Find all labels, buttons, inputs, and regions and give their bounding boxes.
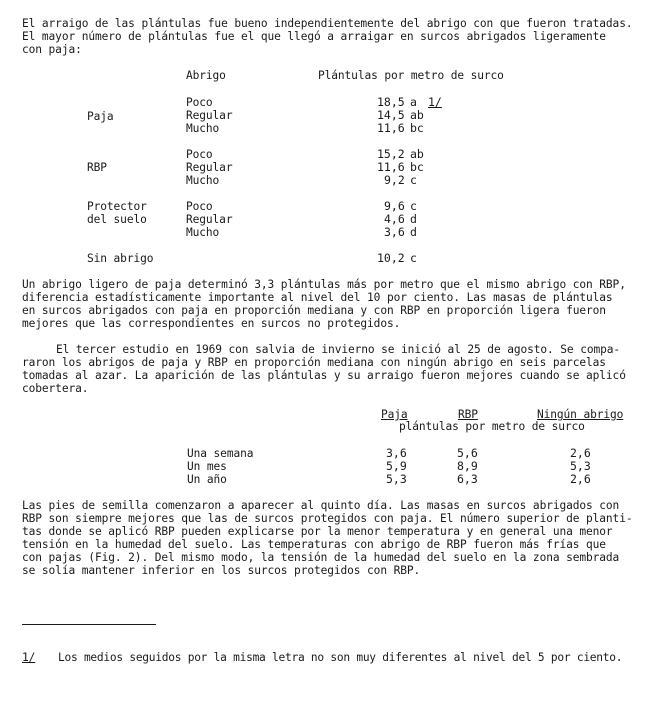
table1-value: 9,6 [384, 199, 405, 213]
table2-cell: 2,6 [570, 446, 591, 460]
footnote-marker: 1/ [22, 651, 36, 664]
table1-level: Poco [186, 96, 213, 109]
table1-letter: d [410, 225, 417, 239]
table1-value: 3,6 [384, 225, 405, 239]
table1-level: Poco [186, 148, 213, 161]
para2-line-3: en surcos abrigados con paja en proporción mediana y con RBP en proporción ligera fueron [22, 304, 606, 317]
table1-letter: bc [410, 121, 424, 135]
table2-cell: 3,6 [386, 446, 407, 460]
table2-cell: 2,6 [570, 472, 591, 486]
table1-group-sin-abrigo: Sin abrigo [87, 252, 154, 265]
intro-line-2: El mayor número de plántulas fue el que llegó a arraigar en surcos abrigados ligeramente [22, 30, 606, 43]
table1-group-protector: Protector [87, 200, 147, 213]
table1-group-paja: Paja [87, 110, 114, 123]
para4-line-5: con pajas (Fig. 2). Del mismo modo, la tensión de la humedad del suelo en la zona sembrada [22, 551, 620, 564]
table1-value: 14,5 [377, 108, 405, 122]
table1-letter: ab [410, 108, 424, 122]
table2-cell: 5,3 [570, 459, 591, 473]
table1-group-rbp: RBP [87, 161, 107, 174]
table2-cell: 5,9 [386, 459, 407, 473]
table1-group-protector-line2: del suelo [87, 213, 147, 226]
table1-letter: bc [410, 160, 424, 174]
table1-letter: c [410, 173, 417, 187]
table2-row-label: Una semana [187, 447, 254, 460]
para2-line-2: diferencia estadísticamente importante al nivel del 10 por ciento. Las masas de plántulas [22, 291, 613, 304]
table1-letter: ab [410, 147, 424, 161]
table1-level: Regular [186, 161, 233, 174]
table1-value: 10,2 [377, 251, 405, 265]
table2-row-label: Un mes [187, 460, 227, 473]
intro-line-1: El arraigo de las plántulas fue bueno independientemente del abrigo con que fueron tratadas. [22, 17, 633, 30]
table1-letter: d [410, 212, 417, 226]
para4-line-1: Las pies de semilla comenzaron a aparecer al quinto día. Las masas en surcos abrigados con [22, 499, 620, 512]
table2-cell: 6,3 [457, 472, 478, 486]
table1-letter: c [410, 199, 417, 213]
table2-subheader: plántulas por metro de surco [399, 420, 585, 433]
table2-header-rbp: RBP [458, 408, 478, 421]
para4-line-3: tas donde se aplicó RBP pueden explicarse por la menor temperatura y en general una menor [22, 525, 613, 538]
table2-header-ningun: Ningún abrigo [537, 408, 624, 421]
table1-letter: c [410, 251, 417, 265]
para2-line-1: Un abrigo ligero de paja determinó 3,3 plántulas más por metro que el mismo abrigo con RBP, [22, 278, 626, 291]
para3-line-3: tomadas al azar. La aparición de las plántulas y su arraigo fueron mejores cuando se aplicó [22, 369, 626, 382]
table1-level: Mucho [186, 174, 220, 187]
table2-row-label: Un año [187, 473, 227, 486]
footnote-rule [22, 624, 156, 625]
table1-value: 15,2 [377, 147, 405, 161]
para2-line-4: mejores que las correspondientes en surcos no protegidos. [22, 317, 401, 330]
table1-footnote-ref: 1/ [428, 95, 442, 109]
table1-value: 9,2 [384, 173, 405, 187]
table2-cell: 5,6 [457, 446, 478, 460]
footnote-text: Los medios seguidos por la misma letra no son muy diferentes al nivel del 5 por ciento. [58, 651, 623, 664]
para4-line-2: RBP son siempre mejores que las de surcos protegidos con paja. El número superior de planti- [22, 512, 633, 525]
intro-line-3: con paja: [22, 43, 82, 56]
para4-line-4: tensión en la humedad del suelo. Las temperaturas con abrigo de RBP fueron más frías que [22, 538, 606, 551]
table2-header-paja: Paja [381, 408, 408, 421]
table1-value: 11,6 [377, 121, 405, 135]
table1-header-abrigo: Abrigo [186, 69, 226, 82]
table1-level: Regular [186, 213, 233, 226]
table2-cell: 8,9 [457, 459, 478, 473]
table1-level: Regular [186, 109, 233, 122]
para3-line-2: raron los abrigos de paja y RBP en proporción mediana con ningún abrigo en seis parcelas [22, 356, 606, 369]
table1-level: Poco [186, 200, 213, 213]
table1-value: 18,5 [377, 95, 405, 109]
table1-level: Mucho [186, 226, 220, 239]
para3-line-1: El tercer estudio en 1969 con salvia de invierno se inició al 25 de agosto. Se compa- [56, 343, 621, 356]
para4-line-6: se solía mantener inferior en los surcos protegidos con RBP. [22, 564, 421, 577]
para3-line-4: cobertera. [22, 382, 89, 395]
table2-cell: 5,3 [386, 472, 407, 486]
table1-letter: a [410, 95, 417, 109]
table1-value: 4,6 [384, 212, 405, 226]
table1-level: Mucho [186, 122, 220, 135]
table1-header-plantulas: Plántulas por metro de surco [318, 69, 504, 82]
table1-value: 11,6 [377, 160, 405, 174]
